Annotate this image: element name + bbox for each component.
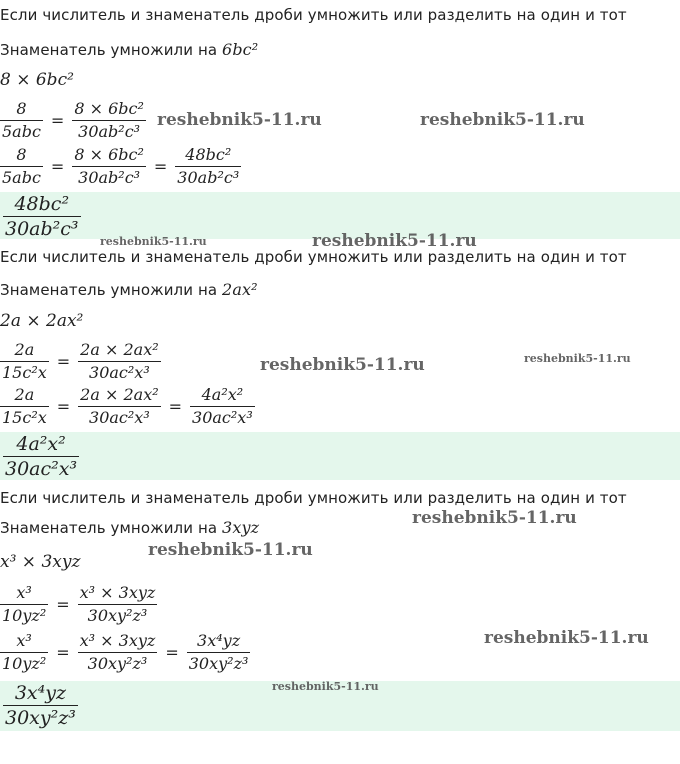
fraction [72,144,146,189]
equals-sign: = [168,397,183,416]
equation-step-2 [0,384,420,431]
numerator: 8 [16,145,27,164]
fraction [0,630,48,675]
numerator: x³ × 3xyz [79,583,156,602]
equation-step-1 [0,582,340,632]
denominator: 30ab²c³ [72,120,146,143]
denominator: 30ac²x³ [5,458,78,480]
watermark: reshebnik5-11.ru [157,110,322,130]
numerator: x³ [16,631,32,650]
equals-sign: = [50,111,65,130]
denominator: 30ab²c³ [72,166,146,189]
answer-fraction [3,432,79,480]
fraction [0,98,43,143]
watermark: reshebnik5-11.ru [412,508,577,528]
rule-text: Если числитель и знаменатель дроби умножить или разделить на один и тот [0,489,627,507]
equals-sign: = [56,643,70,662]
multiplier-line [0,518,259,537]
numerator: 8 × 6bc² [74,99,144,118]
fraction [175,144,241,189]
multiplier-line [0,40,258,59]
denominator: 5abc [2,168,41,187]
equals-sign: = [56,397,71,416]
watermark: reshebnik5-11.ru [524,352,631,365]
fraction [78,384,160,429]
numerator: x³ × 3xyz [79,631,156,650]
multiplier-value: 6bc² [222,40,259,59]
denominator: 10yz² [2,606,47,625]
multiplier-label: Знаменатель умножили на [0,281,218,299]
denominator: 5abc [2,122,41,141]
equals-sign: = [153,157,168,176]
numerator: 4a²x² [16,433,66,455]
watermark: reshebnik5-11.ru [312,231,477,251]
denominator: 15c²x [2,408,47,427]
watermark: reshebnik5-11.ru [420,110,585,130]
numerator: 2a [14,385,35,404]
fraction [0,582,48,627]
multiplier-label: Знаменатель умножили на [0,41,218,59]
fraction [190,384,255,429]
numerator: x³ [16,583,32,602]
numerator: 8 × 6bc² [74,145,144,164]
denominator: 30ac²x³ [78,406,160,429]
watermark: reshebnik5-11.ru [484,628,649,648]
denominator: 10yz² [2,654,47,673]
product-expression: 2a × 2ax² [0,311,84,331]
multiplier-value: 3xyz [222,518,260,537]
denominator: 30xy²z³ [5,707,76,729]
fraction [78,582,158,627]
watermark: reshebnik5-11.ru [100,235,207,248]
watermark: reshebnik5-11.ru [148,540,313,560]
fraction [0,144,43,189]
watermark: reshebnik5-11.ru [272,680,379,693]
denominator: 30ac²x³ [192,408,253,427]
fraction [187,630,251,675]
multiplier-value: 2ax² [222,280,258,299]
numerator: 3x⁴yz [14,682,67,704]
numerator: 4a²x² [201,385,244,404]
denominator: 30ab²c³ [5,218,79,239]
denominator: 30ac²x³ [78,361,160,384]
equation-step-2 [0,630,440,680]
answer-fraction [3,681,78,730]
numerator: 2a × 2ax² [80,340,159,359]
rule-text: Если числитель и знаменатель дроби умножить или разделить на один и тот [0,6,627,24]
fraction [78,339,160,384]
numerator: 2a [14,340,35,359]
multiplier-label: Знаменатель умножили на [0,519,218,537]
watermark: reshebnik5-11.ru [260,355,425,375]
equals-sign: = [56,352,71,371]
denominator: 30xy²z³ [78,604,158,627]
numerator: 2a × 2ax² [80,385,159,404]
fraction [78,630,158,675]
denominator: 15c²x [2,363,47,382]
numerator: 48bc² [14,193,70,215]
numerator: 48bc² [185,145,232,164]
denominator: 30xy²z³ [78,652,158,675]
multiplier-line [0,280,258,299]
answer-box [0,432,680,480]
equals-sign: = [165,643,179,662]
numerator: 3x⁴yz [197,631,241,650]
product-expression: x³ × 3xyz [0,552,81,572]
equals-sign: = [50,157,65,176]
numerator: 8 [16,99,27,118]
rule-text: Если числитель и знаменатель дроби умножить или разделить на один и тот [0,248,627,266]
fraction [0,339,49,384]
answer-fraction [3,192,81,239]
equation-step-2 [0,144,400,192]
equals-sign: = [56,595,70,614]
fraction [0,384,49,429]
fraction [72,98,146,143]
denominator: 30xy²z³ [188,654,249,673]
denominator: 30ab²c³ [177,168,240,187]
product-expression: 8 × 6bc² [0,70,74,90]
